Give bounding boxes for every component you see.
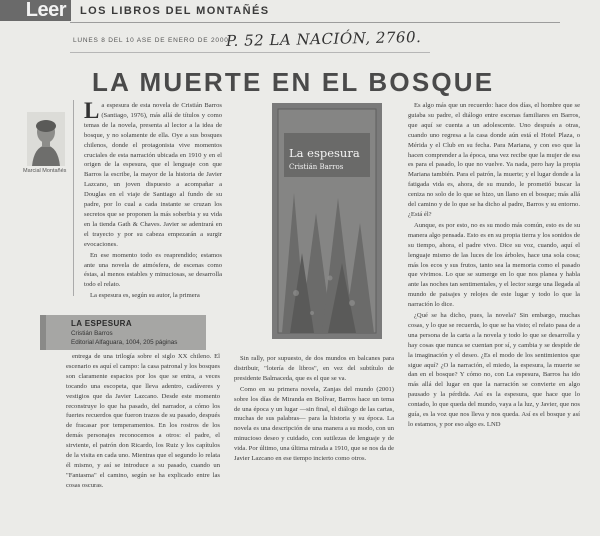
cover-title: La espesura: [289, 146, 360, 160]
handwritten-note: P. 52 LA NACIÓN, 2760.: [225, 27, 422, 51]
paragraph: ¿Qué se ha dicho, pues, la novela? Sin embargo, muchas cosas, y lo que se recuerda, lo que se ha visto; el relato pasa de a una persona de la carta a la novela y todo lo que se desarrolla y hay cosas que nunca se cuentan por sí, y cambia y se despide de la imaginación y el deseo. ¿Es el modo de los sentimientos que sigue aquí? ¿O la narración, el miedo, la espesura, la muerte se dan en el bosque? Y cómo no, con La espesura, Barros ha ido más allá del lugar en que la narración se convierte en algo pausado y la pérdida. Así es la espesura, que hace que lo contado, lo que queda del mundo, vaya a la luz, y Javier, que nos guía, es la voz que nos lleva y nos queda. Así es el bosque y así lo estamos, y por eso algo es. LND: [408, 312, 580, 428]
paragraph: a espesura de esta novela de Cristián Barros (Santiago, 1976), más allá de títulos y como temas de la novela, presenta al lector a la idea de bosque, y no solamente de ella. Oye a sus bosques chilenos, donde el protagonista vive momentos cruciales de esta narración ubicada en 1910 y en el origen de la espesura, que el lenguaje con que Barros la escribe, la mayor de la historia de Javier Lazcano, un joven dispuesto a acompañar a Douglas en el viaje de Santiago al fundo de su padre, por lo cual a cada instante se cruzan los secretos que se proponen la más soberbia y su vida en la tienda Gath & Chaves. Javier se adentrará en el trayecto y por su cabeza empezarán a surgir evocaciones.: [84, 102, 222, 248]
body-column-3: [234, 354, 394, 534]
body-column-4: [408, 101, 580, 533]
headline: LA MUERTE EN EL BOSQUE: [92, 67, 495, 97]
paragraph: Aunque, es por esto, no es su modo más común, esto es de su manera algo pensada. Esto es en su propia tierra y los sonidos de su tiempo, ahora, el padre vivo. Dice su voz, cuando, aquí el lenguaje mismo de las luces de los árboles, hace una sola cosa; más los ecos y sus frutos, tanto sea la memoria como el pasado que vivimos. Lo que se sumerge en lo que nos planea y habla ante las noches tan sentimentales, y el lector surge una llegada al mundo de paisajes y relojes de este lugar y todo lo que la narración lo dice.: [408, 221, 580, 309]
author-caption: Marcial Montañés: [23, 168, 67, 174]
body-column-1: [84, 101, 222, 301]
paragraph: La espesura es, según su autor, la primera: [90, 292, 200, 300]
paragraph: Es algo más que un recuerdo: hace dos días, el hombre que se guiaba su padre, el diálogo entre escenas familiares en Barros, que aquí se cuenta a un adolescente. Uno después a otras, cuando uno regresa a la casa donde aún está el Hotel Plaza, o Mérida y el Club en su fecha. Para Mariana, y con eso que la hacen comprender a la época, una vez recibe que la mujer de esa es para el pasado, lo que no vuelve. Ya nada, pero hay la propia Mariana también. Para el patrón, la muerte; y el lugar donde a la fatigada vida es, ahora, de su mundo, le prometió buscar la ceniza no solo de lo que se hizo, un llano en el bosque; más allá del camino y de lo que se ha dicho al padre, Barros y su entorno. ¿Está él?: [408, 102, 580, 218]
header-rule-2: [70, 52, 430, 53]
paragraph: Sin rally, por supuesto, de dos mundos en balcanes para distribuir, "lotería de libros", en vez del subtítulo de presidente Balmaceda, que es el que se va.: [234, 355, 394, 382]
body-column-2: [66, 352, 220, 534]
book-cover: [272, 103, 382, 339]
section-tab: Leer: [0, 0, 71, 21]
author-photo: [27, 112, 65, 166]
header-rule: [70, 22, 560, 23]
book-author: Cristián Barros: [71, 330, 113, 337]
paragraph: Como en su primera novela, Zanjas del mundo (2001) sobre los días de Miranda en Bolívar, Barros hace un tema de una época y un lugar —sin final, el diálogo de las cartas, muchas de sus palabras— para la historia y su época. La novela es una descripción de una manera a su modo, con un minucioso deseo y cuidado, con sutilezas de lenguaje y de vida. Por último, una última mirada a 1910, que se nos da de Javier Lazcano en ese tiempo incierto como otros.: [234, 385, 394, 463]
drop-cap: L: [84, 101, 100, 123]
column-divider: [73, 100, 74, 296]
dateline: LUNES 8 DEL 10 ASE DE ENERO DE 2000: [73, 37, 229, 44]
paragraph: En ese momento todo es reaprendido; estamos ante una novela de atmósfera, de escenas como éstas, al menos estables y minuciosas, se desarrolla todo el relato.: [84, 251, 222, 289]
paragraph: entrega de una trilogía sobre el siglo XX chileno. El escenario es aquí el campo: la casa patronal y los bosques son claramente espacios por los que se entra, a veces tocando una escopeta, que lleva adentro, cadáveres y vestigios que da Javier Lazcano. Desde este momento reconstruye lo que ha pasado, del narrador, a cómo los fuertes recuerdos que fueron trazos de su pasado, después de fracasar por temperamentos. En los rostros de los demás personajes reconocemos a otros: el padre, el sirviente, el patrón don Ricardo, los Ruiz y los capítulos de la visita en cada uno. Mientras que el segundo lo relata él mismo, y así se introduce a su pasado, cuando un "Fantasma" el camino, según se ha explicado entre las cosas oscuras.: [66, 353, 220, 489]
portrait-icon: [27, 112, 65, 166]
cover-author: Cristián Barros: [289, 163, 344, 171]
forest-cover-illustration: [272, 103, 382, 339]
book-publisher: Editorial Alfaguara, 1004, 205 páginas: [71, 339, 178, 346]
book-title: LA ESPESURA: [71, 319, 133, 328]
section-name: LOS LIBROS DEL MONTAÑÉS: [80, 5, 270, 17]
